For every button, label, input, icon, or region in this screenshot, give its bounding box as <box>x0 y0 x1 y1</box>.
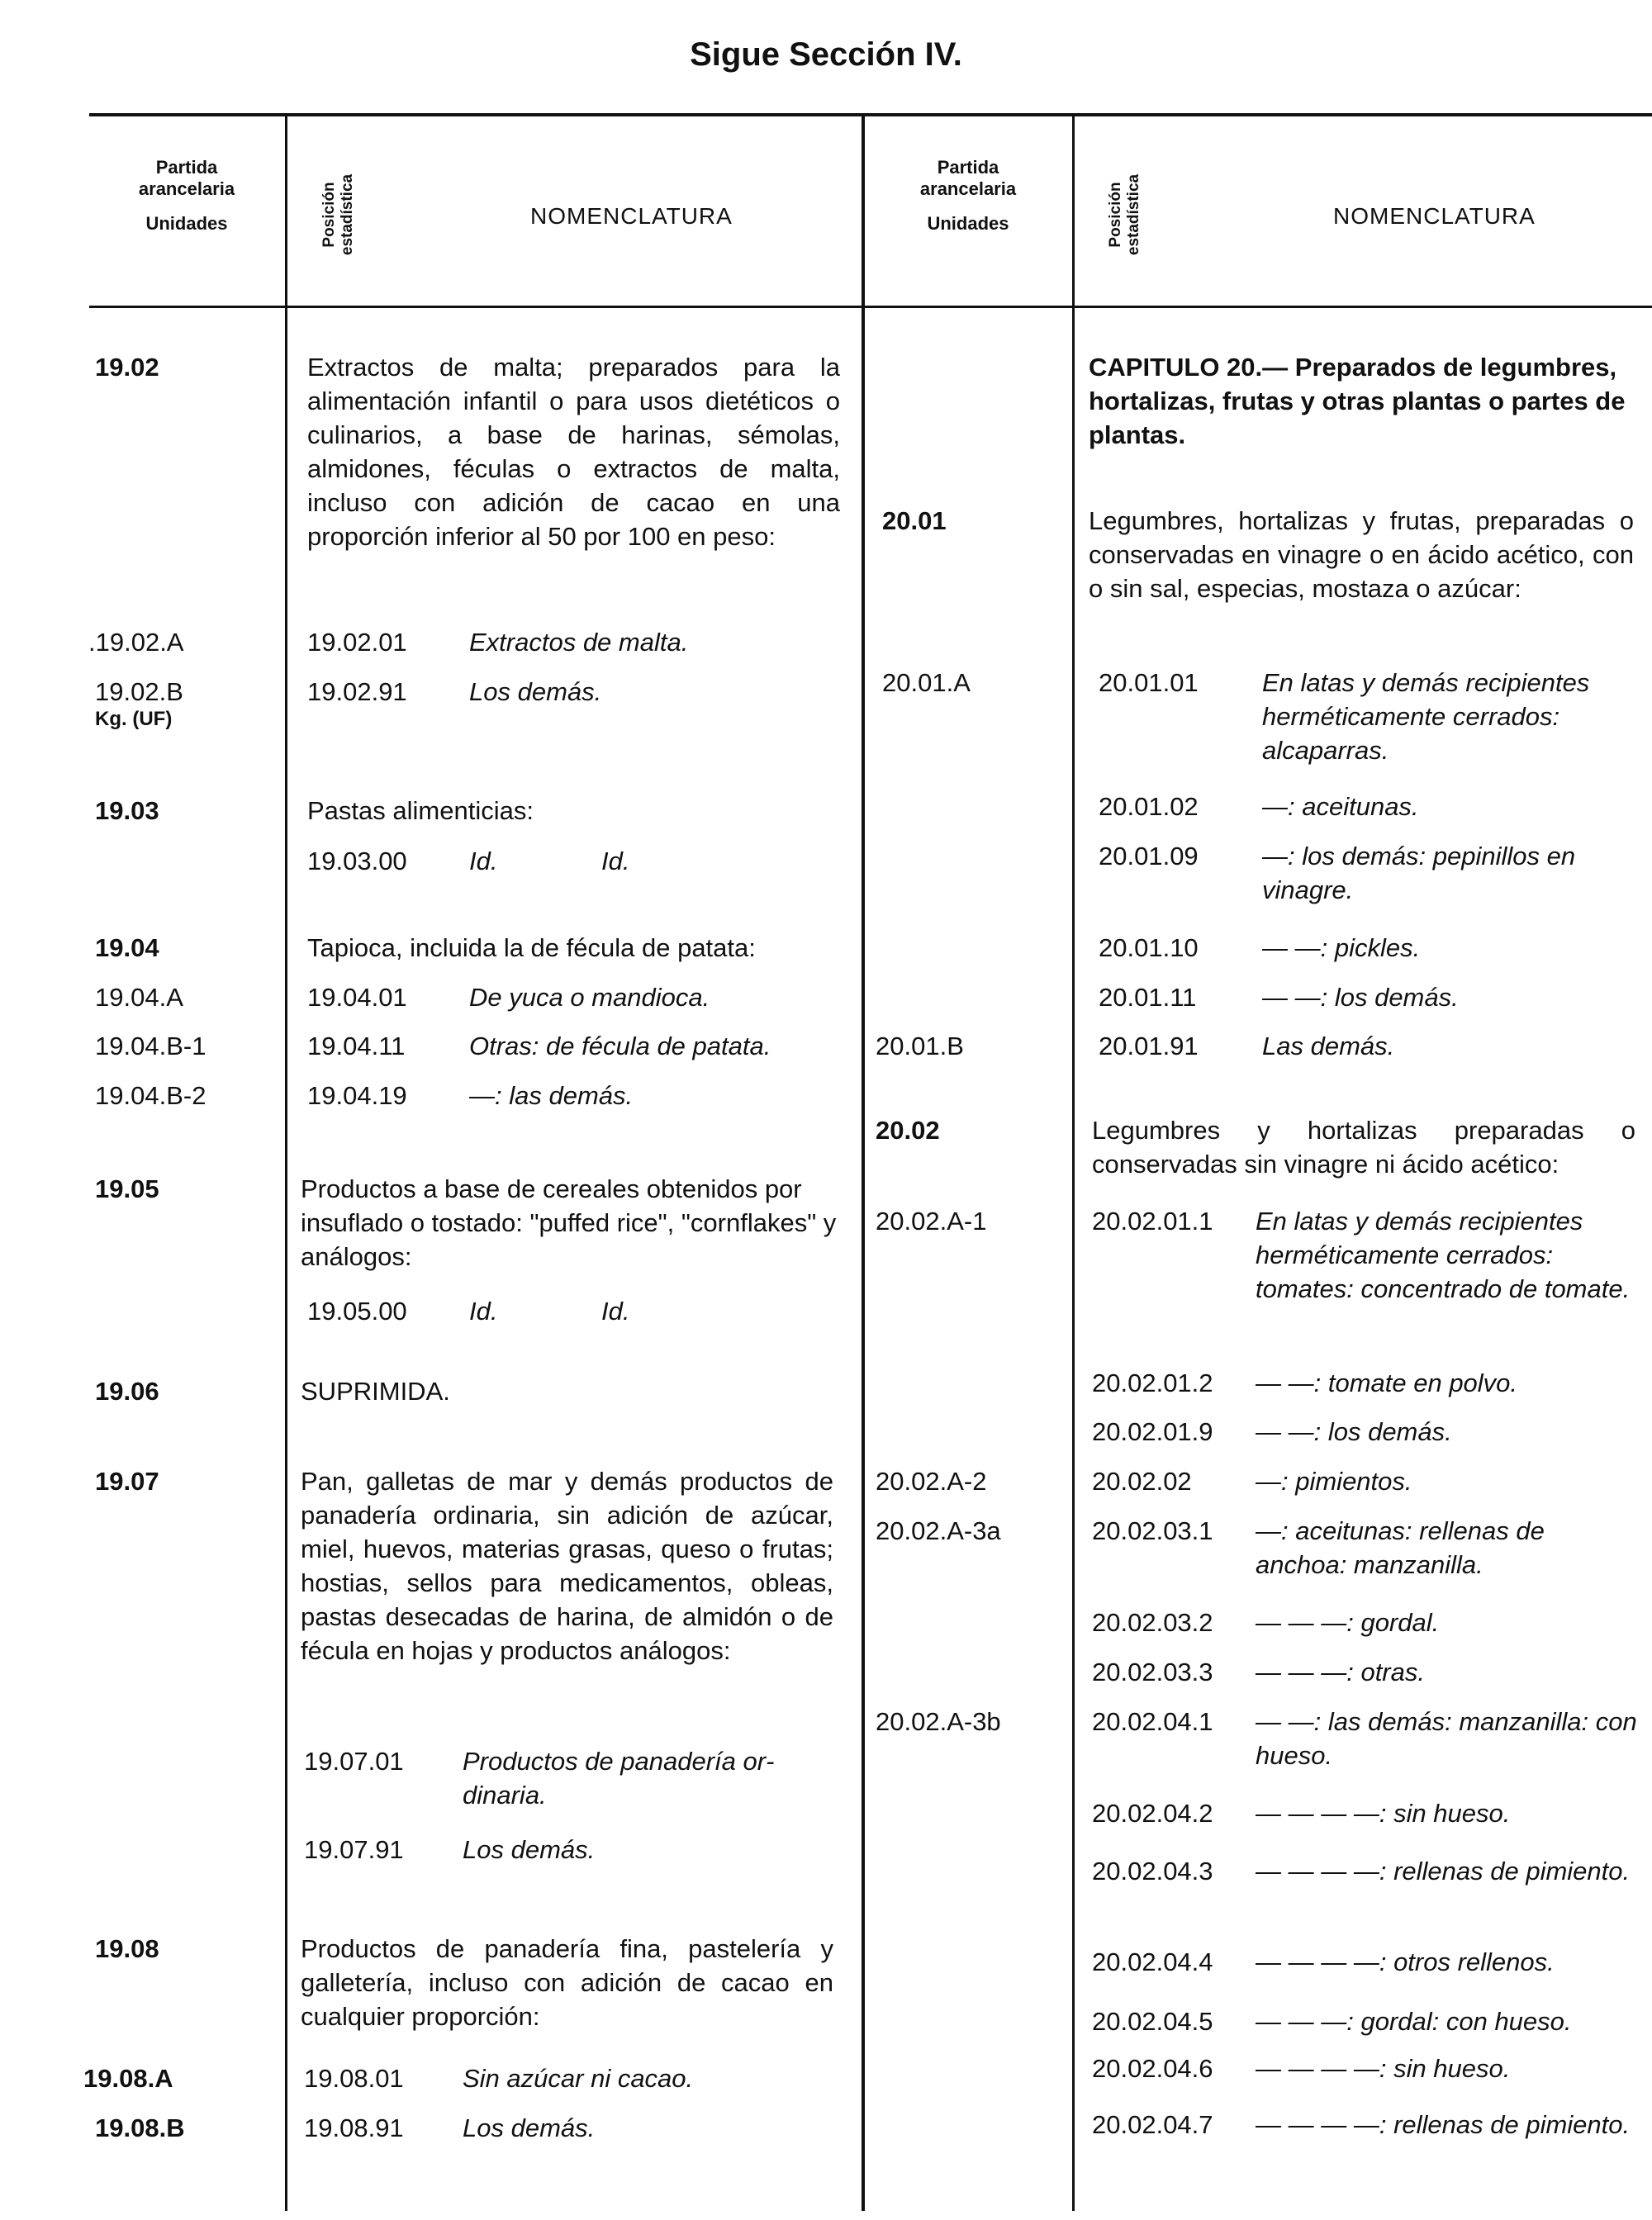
partida-cell: .19.02.A <box>88 628 184 657</box>
stat-description: Las demás. <box>1262 1032 1395 1060</box>
stat-description: —: pimientos. <box>1256 1467 1412 1496</box>
nomenclature-heading: Tapioca, incluida la de fécula de patata: <box>307 933 756 962</box>
stat-description: — — — —: otros rellenos. <box>1256 1947 1555 1976</box>
stat-description: Id. <box>469 847 498 875</box>
stat-code: 19.08.01 <box>304 2064 404 2093</box>
stat-description: Los demás. <box>463 1835 596 1864</box>
stat-description: — —: las demás: manzanilla: con hueso. <box>1256 1707 1637 1770</box>
chapter-title: Preparados de legumbres, hortalizas, frutas y otras plantas o partes de plantas. <box>1089 353 1626 449</box>
table-top-rule <box>89 113 1652 116</box>
column-rule-center <box>862 113 865 2211</box>
stat-code: 19.08.91 <box>304 2113 404 2142</box>
partida-cell: 19.04.B-1 <box>95 1032 206 1060</box>
partida-cell: 20.01.B <box>876 1032 964 1060</box>
stat-description: En latas y demás recipientes herméticamente cerrados: tomates: concentrado de tomate. <box>1256 1207 1631 1303</box>
partida-cell: 19.04 <box>95 933 159 962</box>
stat-code: 20.02.04.2 <box>1092 1799 1213 1828</box>
stat-code: 20.02.04.3 <box>1092 1857 1213 1886</box>
page-title: Sigue Sección IV. <box>690 36 962 73</box>
stat-code: 20.02.03.1 <box>1092 1516 1213 1545</box>
stat-description: Productos de panadería ordinaria. <box>463 1747 775 1810</box>
partida-cell: 19.04.B-2 <box>95 1081 206 1110</box>
stat-description: — —: pickles. <box>1262 933 1421 962</box>
nomenclature-heading: SUPRIMIDA. <box>301 1377 450 1406</box>
stat-code: 20.02.04.4 <box>1092 1947 1213 1976</box>
stat-description: Extractos de malta. <box>469 628 689 657</box>
stat-description: Los demás. <box>469 677 602 706</box>
partida-cell: 19.08.B <box>95 2113 185 2142</box>
header-partida-line3: Unidades <box>927 213 1009 234</box>
header-posicion-right <box>1107 149 1143 281</box>
nomenclature-paragraph: Productos de panadería fina, pastelería y galletería, incluso con adición de cacao en cualquier proporción: <box>301 1934 833 2031</box>
header-posicion-line2: estadística <box>1125 173 1142 256</box>
header-partida-line2: arancelaria <box>138 178 235 199</box>
stat-code: 19.03.00 <box>307 847 407 875</box>
header-partida-left <box>89 157 284 235</box>
partida-cell: 19.07 <box>95 1467 159 1496</box>
partida-cell: 20.02.A-3b <box>876 1707 1001 1736</box>
partida-cell: 19.02 <box>95 353 159 382</box>
header-bottom-rule <box>89 306 1652 308</box>
partida-cell: 19.03 <box>95 796 159 825</box>
header-posicion-line1: Posición <box>1107 182 1124 248</box>
stat-code: 20.02.04.5 <box>1092 2007 1213 2036</box>
chapter-label: CAPITULO 20.— <box>1089 353 1289 382</box>
stat-description: — —: los demás. <box>1256 1417 1452 1446</box>
header-posicion-left <box>320 149 357 281</box>
nomenclature-paragraph: Extractos de malta; preparados para la alimentación infantil o para usos dietéticos o culinarios, a base de harinas, sémolas, almidones, féculas o extractos de malta, incluso con adición de cacao en una proporción inferior al 50 por 100 en peso: <box>307 353 840 551</box>
nomenclature-paragraph: Legumbres y hortalizas preparadas o conservadas sin vinagre ni ácido acético: <box>1092 1116 1635 1179</box>
column-rule-3 <box>1072 113 1075 2211</box>
stat-description: —: aceitunas. <box>1262 792 1419 821</box>
stat-description: — — —: gordal: con hueso. <box>1256 2007 1572 2036</box>
partida-cell: 19.08.A <box>83 2064 173 2093</box>
stat-description: —: aceitunas: rellenas de anchoa: manzanilla. <box>1256 1516 1545 1579</box>
stat-code: 19.04.01 <box>307 983 407 1012</box>
stat-code: 20.01.11 <box>1099 983 1197 1012</box>
stat-description: —: las demás. <box>469 1081 634 1110</box>
stat-description: — — — —: sin hueso. <box>1256 2054 1511 2083</box>
nomenclature-paragraph: Productos a base de cereales obtenidos por insuflado o tostado: "puffed rice", "cornflakes" y análogos: <box>301 1174 837 1271</box>
stat-code: 20.01.10 <box>1099 933 1199 962</box>
partida-cell: 20.02 <box>876 1116 940 1145</box>
header-posicion-line1: Posición <box>320 182 338 248</box>
stat-description: — —: tomate en polvo. <box>1256 1369 1518 1397</box>
stat-code: 20.02.01.2 <box>1092 1369 1213 1397</box>
stat-description: — — — —: rellenas de pimiento. <box>1256 2110 1631 2139</box>
partida-cell: 19.08 <box>95 1934 159 1963</box>
nomenclature-paragraph: Pan, galletas de mar y demás productos de panadería ordinaria, sin adición de azúcar, miel, huevos, materias grasas, queso o frutas; hostias, sellos para medicamentos, obleas, pastas desecadas de harina, de almidón o de fécula en hojas y productos análogos: <box>301 1467 833 1665</box>
header-nomenclatura-left: NOMENCLATURA <box>530 203 733 229</box>
partida-cell: 20.02.A-2 <box>876 1467 987 1496</box>
stat-description: Sin azúcar ni cacao. <box>463 2064 694 2093</box>
stat-description: — — —: gordal. <box>1256 1608 1440 1637</box>
stat-code: 19.04.11 <box>307 1032 406 1060</box>
stat-code: 20.01.02 <box>1099 792 1199 821</box>
stat-code: 20.01.09 <box>1099 842 1199 870</box>
chapter-heading <box>1089 350 1634 452</box>
stat-code: 19.07.91 <box>304 1835 404 1864</box>
partida-cell: 19.02.B <box>95 677 183 706</box>
nomenclature-paragraph: Legumbres, hortalizas y frutas, preparadas o conservadas en vinagre o en ácido acético, con o sin sal, especias, mostaza o azúcar: <box>1089 506 1634 603</box>
stat-description: Los demás. <box>463 2113 596 2142</box>
column-rule-1 <box>285 113 287 2211</box>
header-partida-line1: Partida <box>937 157 999 178</box>
header-posicion-line2: estadística <box>339 173 356 256</box>
unidades-cell: Kg. (UF) <box>95 708 173 730</box>
stat-code: 20.02.01.1 <box>1092 1207 1213 1236</box>
stat-code: 20.02.03.3 <box>1092 1658 1213 1686</box>
stat-description: — — — —: rellenas de pimiento. <box>1256 1857 1631 1886</box>
partida-cell: 20.01.A <box>882 668 971 697</box>
partida-cell: 19.06 <box>95 1377 159 1406</box>
stat-code: 20.02.04.1 <box>1092 1707 1213 1736</box>
nomenclature-heading: Pastas alimenticias: <box>307 796 534 825</box>
stat-description-ditto: Id. <box>601 847 630 875</box>
header-partida-right <box>865 157 1071 235</box>
header-partida-line2: arancelaria <box>919 178 1017 199</box>
stat-description: — —: los demás. <box>1262 983 1459 1012</box>
stat-description: En latas y demás recipientes herméticamente cerrados: alcaparras. <box>1262 668 1590 765</box>
stat-code: 19.07.01 <box>304 1747 404 1776</box>
stat-code: 20.02.01.9 <box>1092 1417 1213 1446</box>
partida-cell: 19.05 <box>95 1174 159 1203</box>
stat-code: 20.01.91 <box>1099 1032 1199 1060</box>
header-partida-line3: Unidades <box>145 213 228 234</box>
stat-description-ditto: Id. <box>601 1297 630 1326</box>
stat-code: 20.02.03.2 <box>1092 1608 1213 1637</box>
partida-cell: 20.02.A-1 <box>876 1207 987 1236</box>
partida-cell: 20.02.A-3a <box>876 1516 1001 1545</box>
stat-description: — — —: otras. <box>1256 1658 1425 1686</box>
header-nomenclatura-right: NOMENCLATURA <box>1333 203 1536 229</box>
stat-description: Id. <box>469 1297 498 1326</box>
stat-code: 19.02.91 <box>307 677 407 706</box>
stat-description: — — — —: sin hueso. <box>1256 1799 1511 1828</box>
stat-code: 20.02.04.6 <box>1092 2054 1213 2083</box>
stat-description: De yuca o mandioca. <box>469 983 710 1012</box>
stat-code: 20.02.02 <box>1092 1467 1192 1496</box>
stat-code: 20.01.01 <box>1099 668 1199 697</box>
stat-code: 19.04.19 <box>307 1081 407 1110</box>
stat-description: —: los demás: pepinillos en vinagre. <box>1262 842 1576 904</box>
stat-code: 19.02.01 <box>307 628 407 657</box>
header-partida-line1: Partida <box>155 157 218 178</box>
partida-cell: 20.01 <box>882 506 947 535</box>
stat-description: Otras: de fécula de patata. <box>469 1032 771 1060</box>
stat-code: 20.02.04.7 <box>1092 2110 1213 2139</box>
stat-code: 19.05.00 <box>307 1297 407 1326</box>
partida-cell: 19.04.A <box>95 983 183 1012</box>
